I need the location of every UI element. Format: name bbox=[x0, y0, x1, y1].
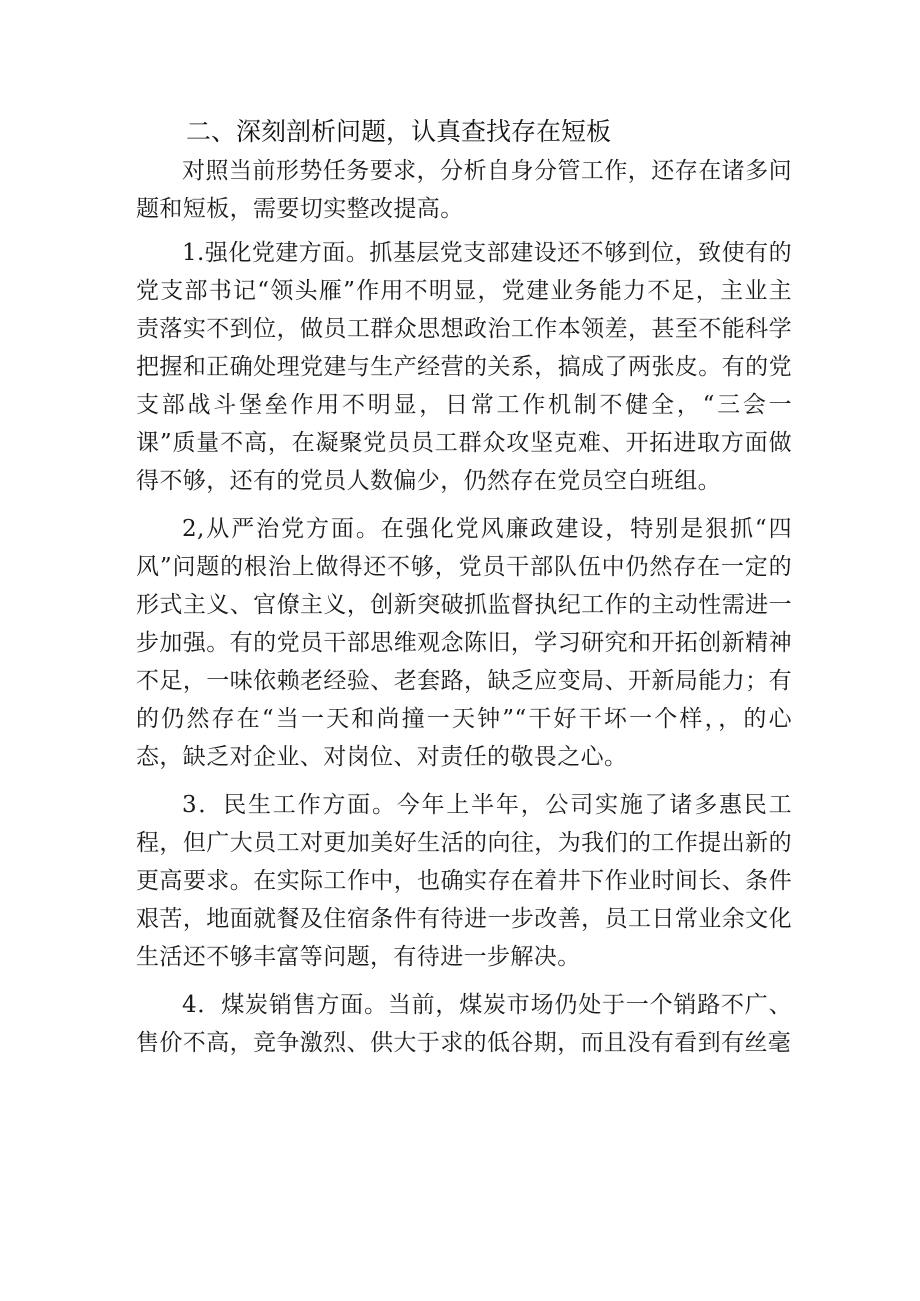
intro-paragraph: 对照当前形势任务要求，分析自身分管工作，还存在诸多问题和短板，需要切实整改提高。 bbox=[136, 158, 792, 222]
party-building-paragraph: 1.强化党建方面。抓基层党支部建设还不够到位，致使有的党支部书记“领头雁”作用不明显，党建业务能力不足，主业主责落实不到位，做员工群众思想政治工作本领差，甚至不能科学把握和正确处理党建与生产经营的关系，搞成了两张皮。有的党支部战斗堡垒作用不明显，日常工作机制不健全，“三会一课”质量不高，在凝聚党员员工群众攻坚克难、开拓进取方面做得不够，还有的党员人数偏少，仍然存在党员空白班组。 bbox=[136, 240, 792, 494]
section-heading: 二、深刻剖析问题，认真查找存在短板 bbox=[186, 117, 612, 146]
coal-sales-paragraph: 4．煤炭销售方面。当前，煤炭市场仍处于一个销路不广、售价不高，竞争激烈、供大于求的低谷期，而且没有看到有丝毫 bbox=[136, 992, 792, 1056]
document-body bbox=[136, 152, 792, 1068]
party-discipline-paragraph: 2,从严治党方面。在强化党风廉政建设，特别是狠抓“四风”问题的根治上做得还不够，党员干部队伍中仍然存在一定的形式主义、官僚主义，创新突破抓监督执纪工作的主动性需进一步加强。有的党员干部思维观念陈旧，学习研究和开拓创新精神不足，一味依赖老经验、老套路，缺乏应变局、开新局能力；有的仍然存在“当一天和尚撞一天钟”“干好干坏一个样，，的心态，缺乏对企业、对岗位、对责任的敬畏之心。 bbox=[136, 516, 792, 770]
livelihood-paragraph: 3．民生工作方面。今年上半年，公司实施了诸多惠民工程，但广大员工对更加美好生活的向往，为我们的工作提出新的更高要求。在实际工作中，也确实存在着井下作业时间长、条件艰苦，地面就餐及住宿条件有待进一步改善，员工日常业余文化生活还不够丰富等问题，有待进一步解决。 bbox=[136, 792, 792, 970]
